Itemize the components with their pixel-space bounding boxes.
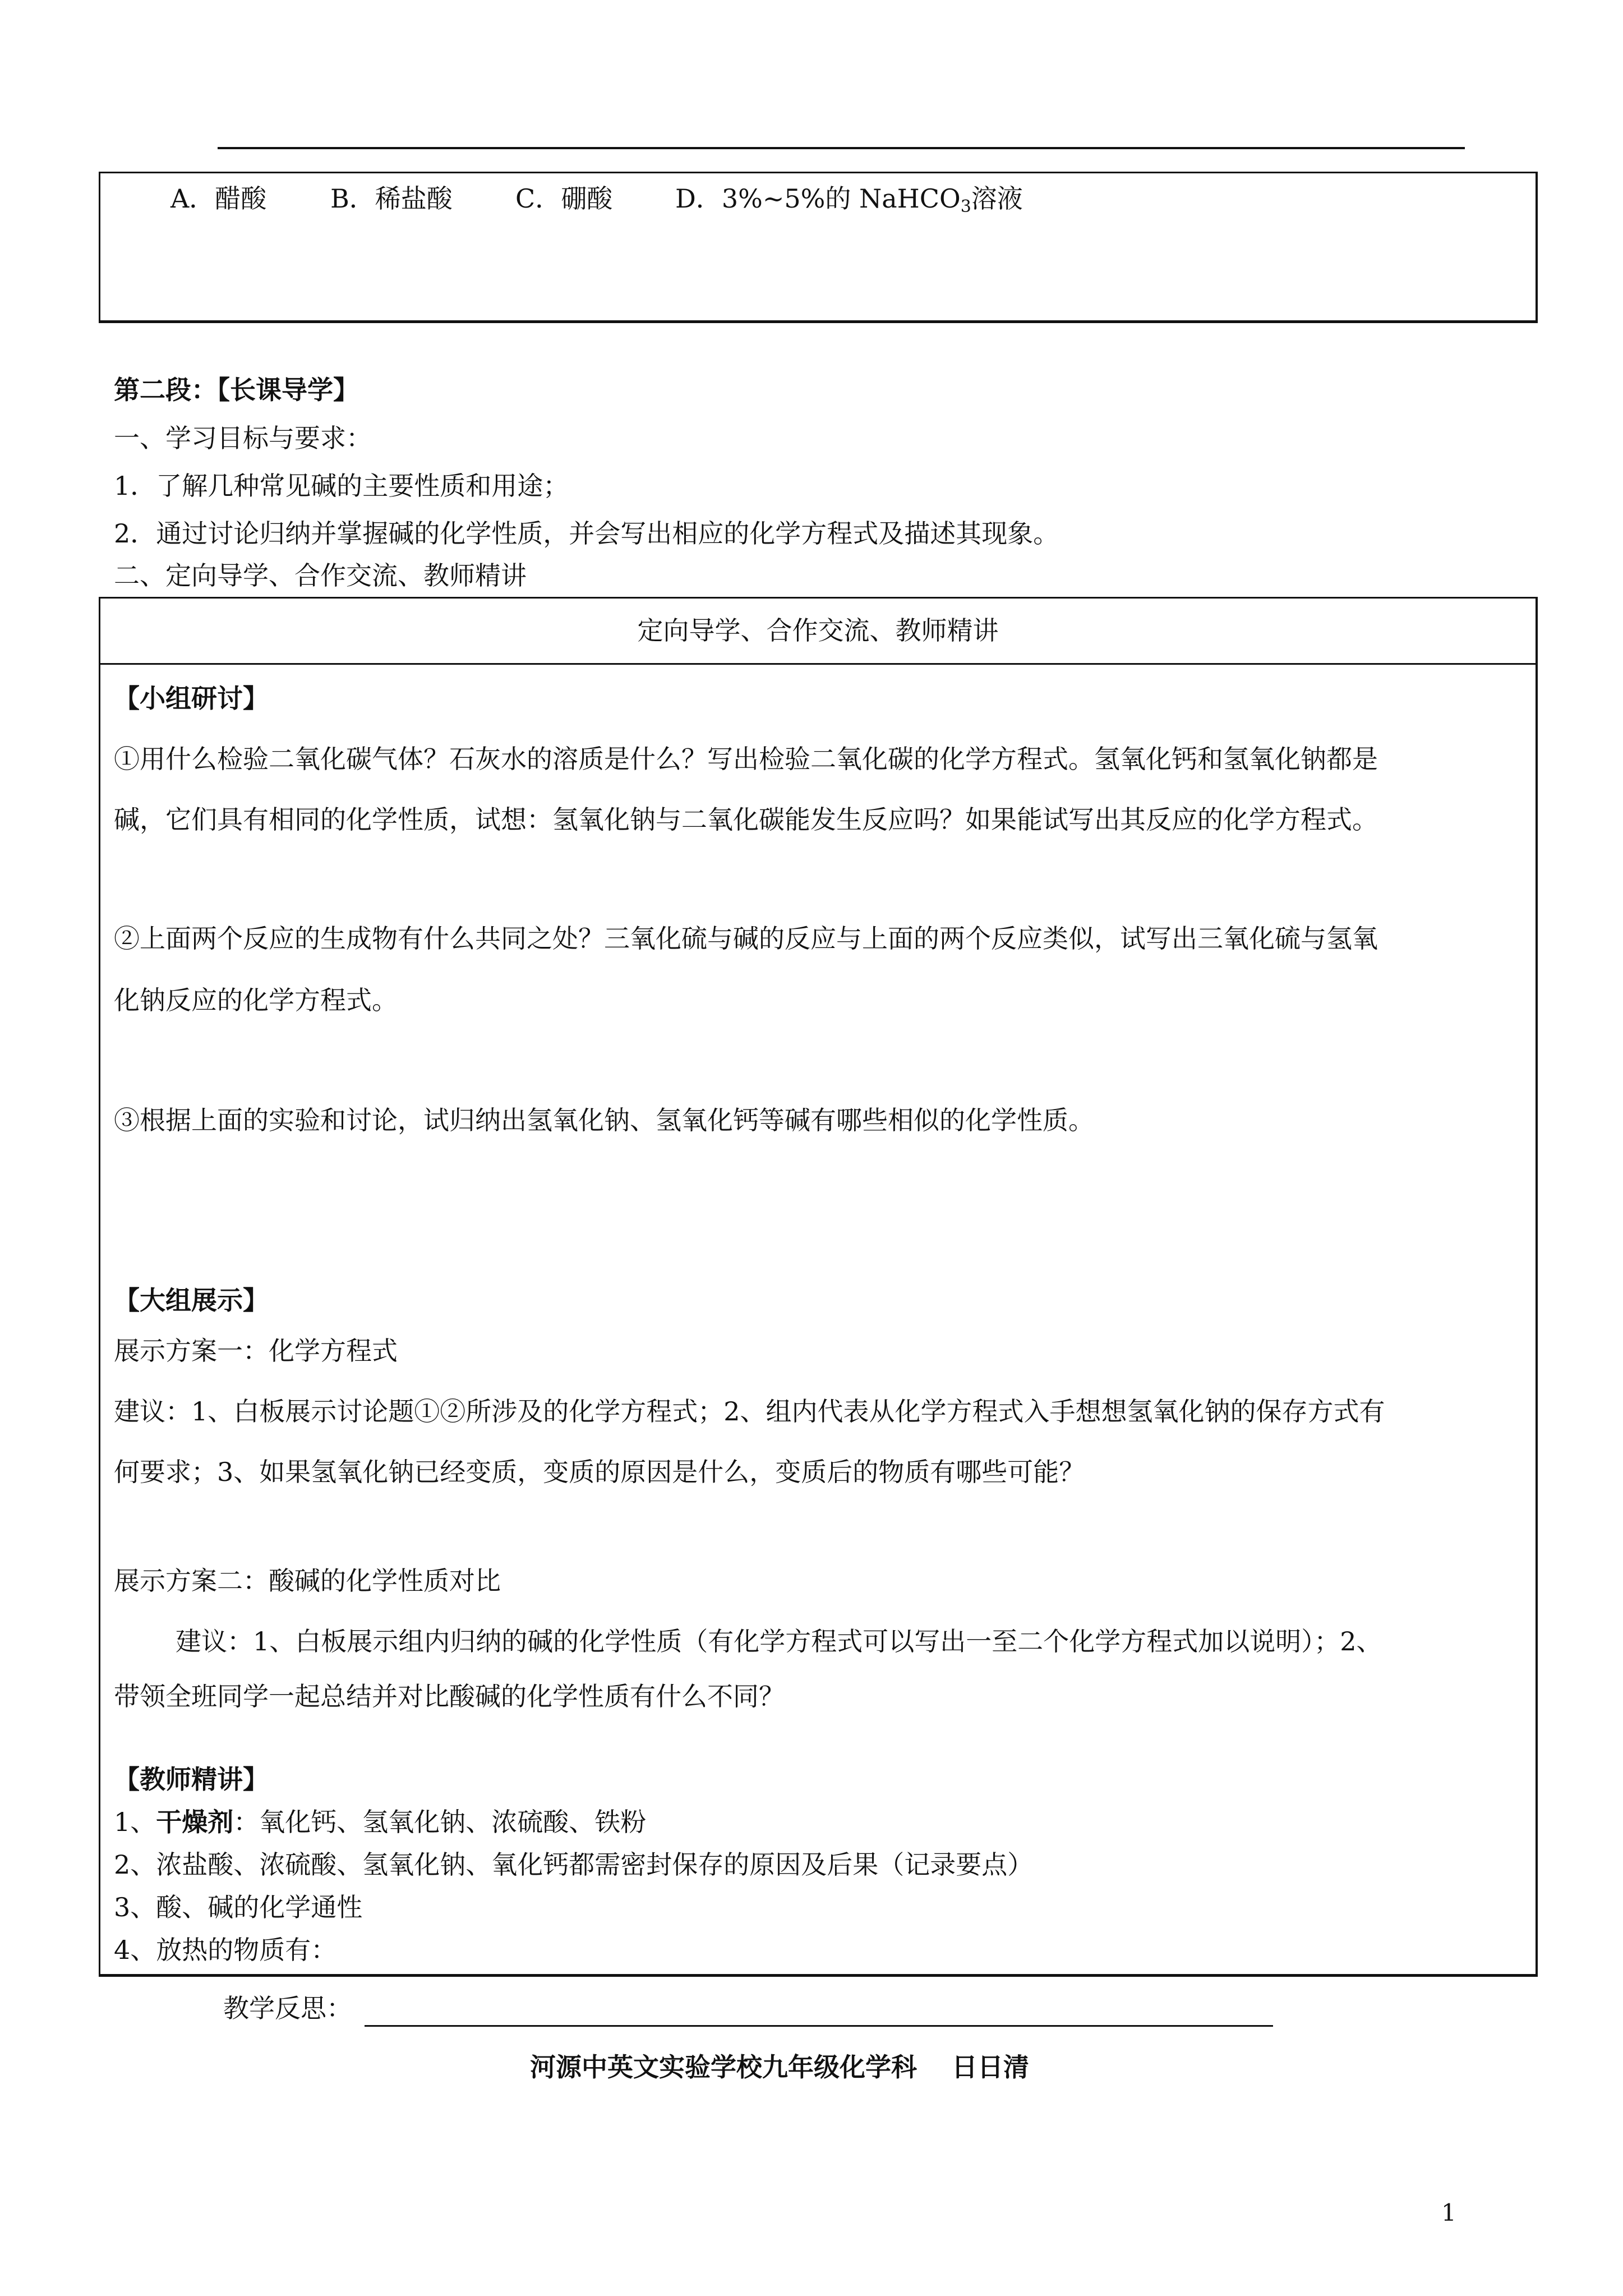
teacher-item-1: 1、干燥剂：氧化钙、氢氧化钠、浓硫酸、铁粉 [114, 1807, 647, 1837]
discussion-q2-line1: ②上面两个反应的生成物有什么共同之处？三氧化硫与碱的反应与上面的两个反应类似，试写出三氧化硫与氢氧 [114, 923, 1378, 954]
group-discussion-title: 【小组研讨】 [114, 683, 269, 714]
page-number: 1 [1441, 2199, 1456, 2226]
option-a: A．醋酸 [170, 183, 267, 214]
table-header: 定向导学、合作交流、教师精讲 [637, 615, 999, 646]
discussion-q1-line2: 碱，它们具有相同的化学性质，试想：氢氧化钠与二氧化碳能发生反应吗？如果能试写出其反应的化学方程式。 [114, 804, 1378, 835]
footer-title: 河源中英文实验学校九年级化学科 日日清 [529, 2052, 1029, 2082]
plan2-title: 展示方案二：酸碱的化学性质对比 [114, 1566, 501, 1596]
goal-item-2: 2．通过讨论归纳并掌握碱的化学性质，并会写出相应的化学方程式及描述其现象。 [114, 518, 1059, 549]
goal-item-1: 1．了解几种常见碱的主要性质和用途； [114, 471, 569, 501]
section-heading: 第二段：【长课导学】 [114, 375, 359, 405]
plan2-line2: 带领全班同学一起总结并对比酸碱的化学性质有什么不同？ [114, 1681, 785, 1711]
teacher-item-2: 2、浓盐酸、浓硫酸、氢氧化钠、氧化钙都需密封保存的原因及后果（记录要点） [114, 1849, 1034, 1880]
goals-title: 一、学习目标与要求： [114, 423, 372, 453]
teacher-item-3: 3、酸、碱的化学通性 [114, 1892, 363, 1922]
teacher-explanation-title: 【教师精讲】 [114, 1764, 269, 1795]
reflection-label: 教学反思： [223, 1993, 352, 2023]
top-rule [218, 147, 1465, 149]
reflection-blank-line [365, 2025, 1273, 2027]
guided-learning-table [99, 597, 1538, 1977]
answer-options-box [99, 172, 1538, 323]
plan2-line1: 建议：1、白板展示组内归纳的碱的化学性质（有化学方程式可以写出一至二个化学方程式加以说明）；2、 [176, 1626, 1382, 1657]
plan1-title: 展示方案一：化学方程式 [114, 1336, 398, 1366]
option-c: C．硼酸 [515, 183, 613, 214]
discussion-q1-line1: ①用什么检验二氧化碳气体？石灰水的溶质是什么？写出检验二氧化碳的化学方程式。氢氧化钙和氢氧化钠都是 [114, 744, 1378, 774]
option-b: B．稀盐酸 [330, 183, 453, 214]
option-d: D．3%~5%的 NaHCO$_3$溶液 [675, 183, 1023, 217]
group-show-title: 【大组展示】 [114, 1285, 269, 1315]
plan1-line1: 建议：1、白板展示讨论题①②所涉及的化学方程式；2、组内代表从化学方程式入手想想氢氧化钠的保存方式有 [114, 1396, 1385, 1427]
guide-title: 二、定向导学、合作交流、教师精讲 [114, 560, 527, 591]
teacher-item-4: 4、放热的物质有： [114, 1935, 337, 1965]
discussion-q2-line2: 化钠反应的化学方程式。 [114, 985, 398, 1015]
discussion-q3: ③根据上面的实验和讨论，试归纳出氢氧化钠、氢氧化钙等碱有哪些相似的化学性质。 [114, 1105, 1094, 1135]
plan1-line2: 何要求；3、如果氢氧化钠已经变质，变质的原因是什么，变质后的物质有哪些可能？ [114, 1457, 1085, 1487]
table-header-row [100, 599, 1536, 665]
